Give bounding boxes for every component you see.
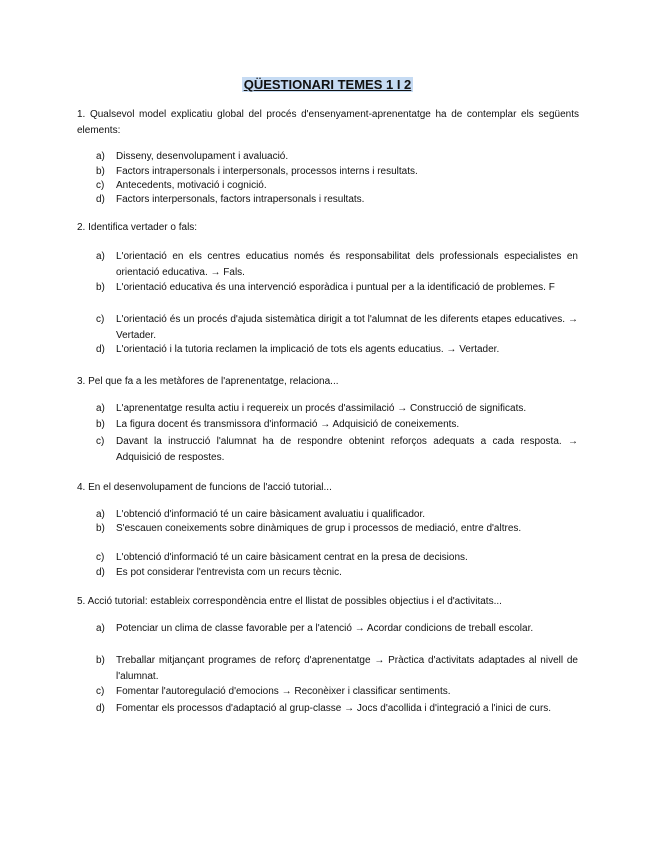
question-3: 3. Pel que fa a les metàfores de l'aprenentatge, relaciona... [77,376,339,387]
question-1-option-a: a) Disseny, desenvolupament i avaluació. [96,151,289,162]
question-4: 4. En el desenvolupament de funcions de l'acció tutorial... [77,482,332,493]
question-4-option-c: c) L'obtenció d'informació té un caire bàsicament centrat en la presa de decisions. [96,552,468,563]
question-2-option-b: b) L'orientació educativa és una intervenció esporàdica i puntual per a la identificació de problemes. F [96,282,555,293]
question-1-option-c: c) Antecedents, motivació i cognició. [96,180,267,191]
question-5: 5. Acció tutorial: estableix correspondència entre el llistat de possibles objectius i el d'activitats... [77,596,502,607]
question-2: 2. Identifica vertader o fals: [77,222,198,233]
question-5-option-a: a) Potenciar un clima de classe favorable per a l'atenció → Acordar condicions de treball escolar. [96,623,534,634]
question-2-option-c: c) L'orientació és un procés d'ajuda sistemàtica dirigit a tot l'alumnat de les diferents etapes educatives. → Vertader. [96,314,578,341]
question-4-option-d: d) Es pot considerar l'entrevista com un recurs tècnic. [96,567,342,578]
question-1-option-d: d) Factors interpersonals, factors intrapersonals i resultats. [96,194,365,205]
question-3-option-c: c) Davant la instrucció l'alumnat ha de respondre obtenint reforços adequats a cada resposta. → Adquisició de respostes. [96,436,578,463]
question-3-option-b: b) La figura docent és transmissora d'informació → Adquisició de coneixements. [96,419,460,430]
question-5-option-d: d) Fomentar els processos d'adaptació al grup-classe → Jocs d'acollida i d'integració a l'inici de curs. [96,703,552,714]
question-5-option-c: c) Fomentar l'autoregulació d'emocions → Reconèixer i classificar sentiments. [96,686,451,697]
question-4-option-a: a) L'obtenció d'informació té un caire bàsicament avaluatiu i qualificador. [96,509,425,520]
question-1: 1. Qualsevol model explicatiu global del procés d'ensenyament-aprenentatge ha de contemplar els següents elements: [77,109,579,136]
question-1-option-b: b) Factors intrapersonals i interpersonals, processos interns i resultats. [96,166,418,177]
question-3-option-a: a) L'aprenentatge resulta actiu i requereix un procés d'assimilació → Construcció de significats. [96,403,527,414]
question-4-option-b: b) S'escauen coneixements sobre dinàmiques de grup i processos de mediació, entre d'altres. [96,523,522,534]
question-2-option-d: d) L'orientació i la tutoria reclamen la implicació de tots els agents educatius. → Vertader. [96,344,500,355]
question-5-option-b: b) Treballar mitjançant programes de reforç d'aprenentatge → Pràctica d'activitats adaptades al nivell de l'alumnat. [96,655,578,682]
question-2-option-a: a) L'orientació en els centres educatius només és responsabilitat dels professionals especialistes en orientació educativa. → Fals. [96,251,578,278]
document-title: QÜESTIONARI TEMES 1 I 2 [243,77,412,92]
